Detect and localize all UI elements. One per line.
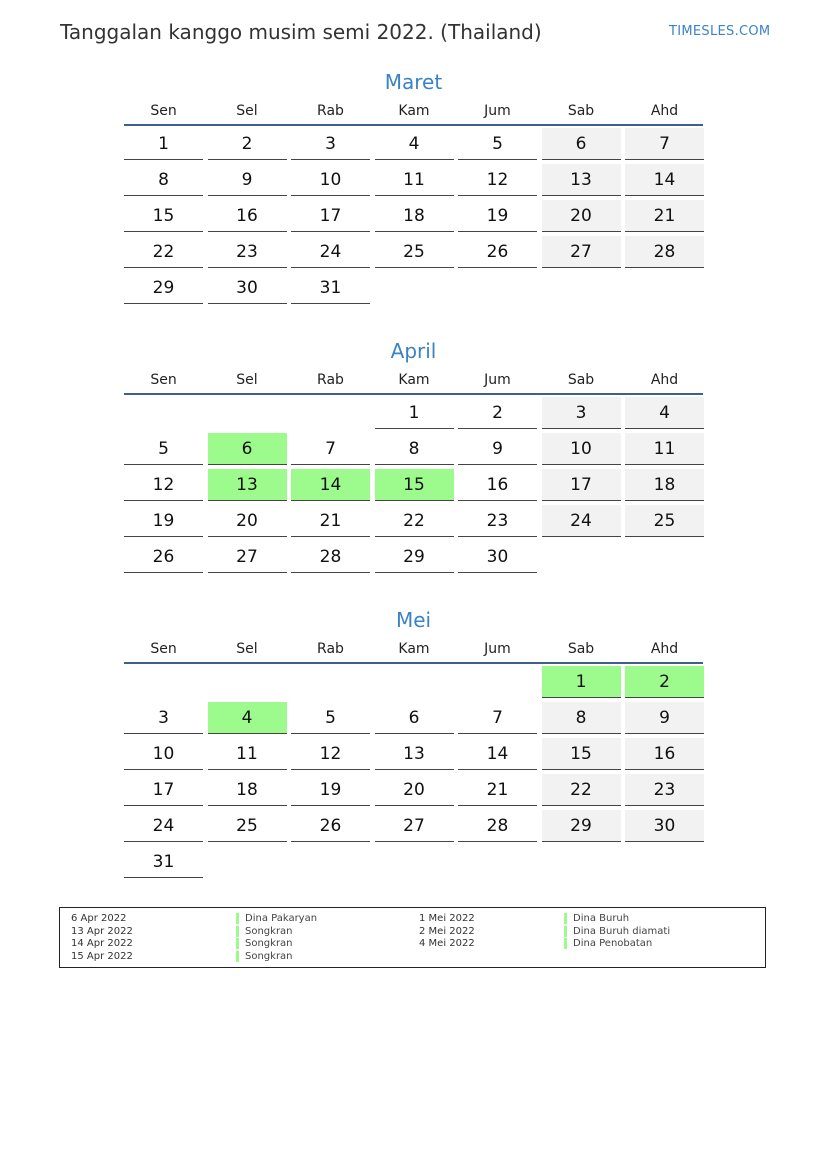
legend-holiday-name: Dina Buruh <box>564 913 629 924</box>
legend-date: 6 Apr 2022 <box>71 913 127 924</box>
day-cell-holiday: 2 <box>625 666 704 698</box>
day-cell-holiday: 14 <box>291 469 370 501</box>
day-cell: 3 <box>542 397 621 429</box>
weekday-header <box>124 641 703 663</box>
day-cell: 4 <box>625 397 704 429</box>
day-cell: 8 <box>542 702 621 734</box>
day-cell: 5 <box>124 433 203 465</box>
legend-holiday-name: Songkran <box>236 938 293 949</box>
weekday-label: Rab <box>317 641 344 657</box>
day-cell: 16 <box>208 200 287 232</box>
day-cell: 4 <box>375 128 454 160</box>
weekday-label: Ahd <box>650 641 679 657</box>
day-cell: 27 <box>542 236 621 268</box>
weekday-label: Jum <box>484 103 511 119</box>
day-cell: 22 <box>375 505 454 537</box>
header-divider <box>124 662 703 664</box>
day-cell: 17 <box>542 469 621 501</box>
day-cell: 10 <box>542 433 621 465</box>
weekday-label: Sab <box>567 103 595 119</box>
legend-holiday-name: Songkran <box>236 926 293 937</box>
header-divider <box>124 124 703 126</box>
day-cell: 11 <box>625 433 704 465</box>
day-cell: 29 <box>542 810 621 842</box>
day-cell: 5 <box>458 128 537 160</box>
day-cell: 11 <box>375 164 454 196</box>
day-cell: 18 <box>625 469 704 501</box>
weekday-label: Sel <box>236 372 258 388</box>
day-cell: 23 <box>458 505 537 537</box>
day-cell: 25 <box>625 505 704 537</box>
day-cell: 6 <box>375 702 454 734</box>
day-cell: 19 <box>291 774 370 806</box>
day-cell: 22 <box>124 236 203 268</box>
legend-date: 4 Mei 2022 <box>419 938 475 949</box>
day-cell: 2 <box>208 128 287 160</box>
day-cell: 24 <box>291 236 370 268</box>
weekday-label: Ahd <box>650 103 679 119</box>
month-title: April <box>390 339 437 363</box>
day-cell: 17 <box>291 200 370 232</box>
day-cell-holiday: 13 <box>208 469 287 501</box>
weekday-header <box>124 103 703 125</box>
weekday-label: Sen <box>150 372 177 388</box>
day-cell: 28 <box>291 541 370 573</box>
day-cell: 21 <box>625 200 704 232</box>
day-cell: 20 <box>375 774 454 806</box>
weekday-label: Sen <box>150 641 177 657</box>
day-cell: 15 <box>124 200 203 232</box>
day-cell: 8 <box>375 433 454 465</box>
day-cell: 14 <box>458 738 537 770</box>
day-cell: 23 <box>208 236 287 268</box>
weekday-label: Rab <box>317 372 344 388</box>
day-cell: 20 <box>208 505 287 537</box>
day-cell: 23 <box>625 774 704 806</box>
day-cell: 28 <box>458 810 537 842</box>
month-april <box>124 339 703 567</box>
legend-date: 2 Mei 2022 <box>419 926 475 937</box>
weekday-label: Sel <box>236 103 258 119</box>
holiday-legend <box>59 907 766 968</box>
day-cell: 7 <box>291 433 370 465</box>
day-cell: 21 <box>291 505 370 537</box>
day-cell: 25 <box>375 236 454 268</box>
day-cell: 2 <box>458 397 537 429</box>
day-cell: 17 <box>124 774 203 806</box>
day-cell: 6 <box>542 128 621 160</box>
day-cell: 13 <box>375 738 454 770</box>
day-cell: 26 <box>291 810 370 842</box>
day-cell: 29 <box>375 541 454 573</box>
weekday-label: Jum <box>484 372 511 388</box>
weekday-label: Kam <box>398 372 430 388</box>
legend-date: 14 Apr 2022 <box>71 938 133 949</box>
page-title: Tanggalan kanggo musim semi 2022. (Thailand) <box>60 20 542 44</box>
header-divider <box>124 393 703 395</box>
day-cell: 27 <box>375 810 454 842</box>
brand-link[interactable]: TIMESLES.COM <box>669 24 771 39</box>
day-cell: 8 <box>124 164 203 196</box>
day-cell: 19 <box>124 505 203 537</box>
day-cell: 29 <box>124 272 203 304</box>
day-cell: 11 <box>208 738 287 770</box>
month-title: Mei <box>395 608 432 632</box>
day-cell: 16 <box>458 469 537 501</box>
day-cell: 21 <box>458 774 537 806</box>
day-cell: 1 <box>124 128 203 160</box>
weekday-header <box>124 372 703 394</box>
day-cell: 15 <box>542 738 621 770</box>
weekday-label: Kam <box>398 103 430 119</box>
day-cell: 9 <box>625 702 704 734</box>
day-cell: 30 <box>625 810 704 842</box>
day-cell: 10 <box>124 738 203 770</box>
day-cell: 30 <box>458 541 537 573</box>
weekday-label: Ahd <box>650 372 679 388</box>
day-cell: 18 <box>375 200 454 232</box>
legend-date: 15 Apr 2022 <box>71 951 133 962</box>
day-cell: 24 <box>124 810 203 842</box>
day-cell-holiday: 6 <box>208 433 287 465</box>
day-cell: 14 <box>625 164 704 196</box>
weekday-label: Sab <box>567 641 595 657</box>
day-cell: 24 <box>542 505 621 537</box>
day-cell: 25 <box>208 810 287 842</box>
legend-date: 13 Apr 2022 <box>71 926 133 937</box>
legend-holiday-name: Dina Pakaryan <box>236 913 317 924</box>
day-cell: 26 <box>458 236 537 268</box>
weekday-label: Sen <box>150 103 177 119</box>
legend-holiday-name: Songkran <box>236 951 293 962</box>
day-cell: 3 <box>291 128 370 160</box>
day-cell-holiday: 15 <box>375 469 454 501</box>
day-cell: 20 <box>542 200 621 232</box>
day-cell: 7 <box>458 702 537 734</box>
weekday-label: Sab <box>567 372 595 388</box>
month-title: Maret <box>384 70 443 94</box>
day-cell: 9 <box>208 164 287 196</box>
day-cell: 5 <box>291 702 370 734</box>
weekday-label: Sel <box>236 641 258 657</box>
day-cell: 1 <box>375 397 454 429</box>
legend-holiday-name: Dina Buruh diamati <box>564 926 670 937</box>
day-cell: 31 <box>124 846 203 878</box>
day-cell: 26 <box>124 541 203 573</box>
day-cell-holiday: 1 <box>542 666 621 698</box>
day-cell: 16 <box>625 738 704 770</box>
day-cell: 3 <box>124 702 203 734</box>
day-cell: 27 <box>208 541 287 573</box>
day-cell: 12 <box>458 164 537 196</box>
day-cell: 30 <box>208 272 287 304</box>
day-cell: 22 <box>542 774 621 806</box>
day-cell: 13 <box>542 164 621 196</box>
day-cell: 18 <box>208 774 287 806</box>
legend-holiday-name: Dina Penobatan <box>564 938 652 949</box>
month-maret <box>124 70 703 298</box>
day-cell: 10 <box>291 164 370 196</box>
day-cell: 28 <box>625 236 704 268</box>
day-cell: 31 <box>291 272 370 304</box>
weekday-label: Rab <box>317 103 344 119</box>
day-cell: 12 <box>124 469 203 501</box>
legend-date: 1 Mei 2022 <box>419 913 475 924</box>
day-cell-holiday: 4 <box>208 702 287 734</box>
day-cell: 19 <box>458 200 537 232</box>
weekday-label: Kam <box>398 641 430 657</box>
day-cell: 9 <box>458 433 537 465</box>
month-mei <box>124 608 703 872</box>
weekday-label: Jum <box>484 641 511 657</box>
day-cell: 12 <box>291 738 370 770</box>
day-cell: 7 <box>625 128 704 160</box>
